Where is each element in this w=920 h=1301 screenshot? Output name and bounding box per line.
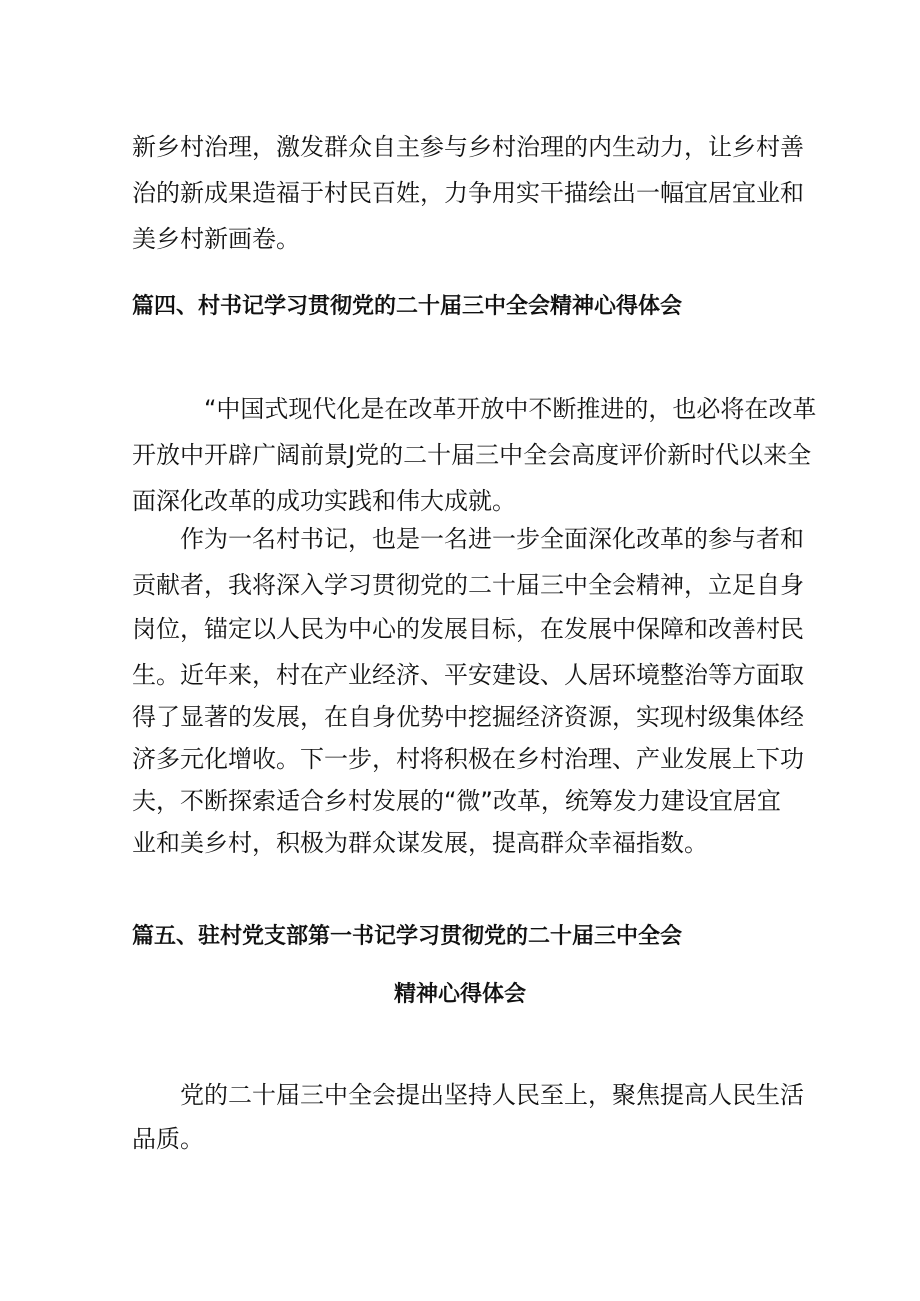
paragraph-3-line-4: 生。近年来，村在产业经济、平安建设、人居环境整治等方面取 xyxy=(132,661,804,689)
paragraph-3-line-7: 夫，不断探索适合乡村发展的“微”改革，统筹发力建设宜居宜 xyxy=(132,787,781,815)
paragraph-3-line-1: 作为一名村书记，也是一名进一步全面深化改革的参与者和 xyxy=(180,525,804,553)
section-heading-5-line-2: 精神心得体会 xyxy=(393,982,526,1007)
section-heading-4: 篇四、村书记学习贯彻党的二十届三中全会精神心得体会 xyxy=(132,294,683,319)
paragraph-4-line-2: 品质。 xyxy=(132,1125,204,1153)
paragraph-2-line-3: 面深化改革的成功实践和伟大成就。 xyxy=(132,487,516,515)
paragraph-1-line-1: 新乡村治理，激发群众自主参与乡村治理的内生动力，让乡村善 xyxy=(132,133,804,161)
paragraph-1-line-2: 治的新成果造福于村民百姓，力争用实干描绘出一幅宜居宜业和 xyxy=(132,179,804,207)
paragraph-3-line-5: 得了显著的发展，在自身优势中挖掘经济资源，实现村级集体经 xyxy=(132,703,804,731)
paragraph-3-line-8: 业和美乡村，积极为群众谋发展，提高群众幸福指数。 xyxy=(132,829,708,857)
paragraph-2-line-1: “中国式现代化是在改革开放中不断推进的，也必将在改革 xyxy=(204,395,817,423)
paragraph-3-line-2: 贡献者，我将深入学习贯彻党的二十届三中全会精神，立足自身 xyxy=(132,571,804,599)
section-heading-5-line-1: 篇五、驻村党支部第一书记学习贯彻党的二十届三中全会 xyxy=(132,924,683,949)
paragraph-1-line-3: 美乡村新画卷。 xyxy=(132,225,300,253)
paragraph-2-line-2: 开放中开辟广阔前景J党的二十届三中全会高度评价新时代以来全 xyxy=(132,441,812,469)
paragraph-3-line-6: 济多元化增收。下一步，村将积极在乡村治理、产业发展上下功 xyxy=(132,745,804,773)
paragraph-3-line-3: 岗位，锚定以人民为中心的发展目标，在发展中保障和改善村民 xyxy=(132,615,804,643)
paragraph-4-line-1: 党的二十届三中全会提出坚持人民至上，聚焦提高人民生活 xyxy=(180,1081,804,1109)
